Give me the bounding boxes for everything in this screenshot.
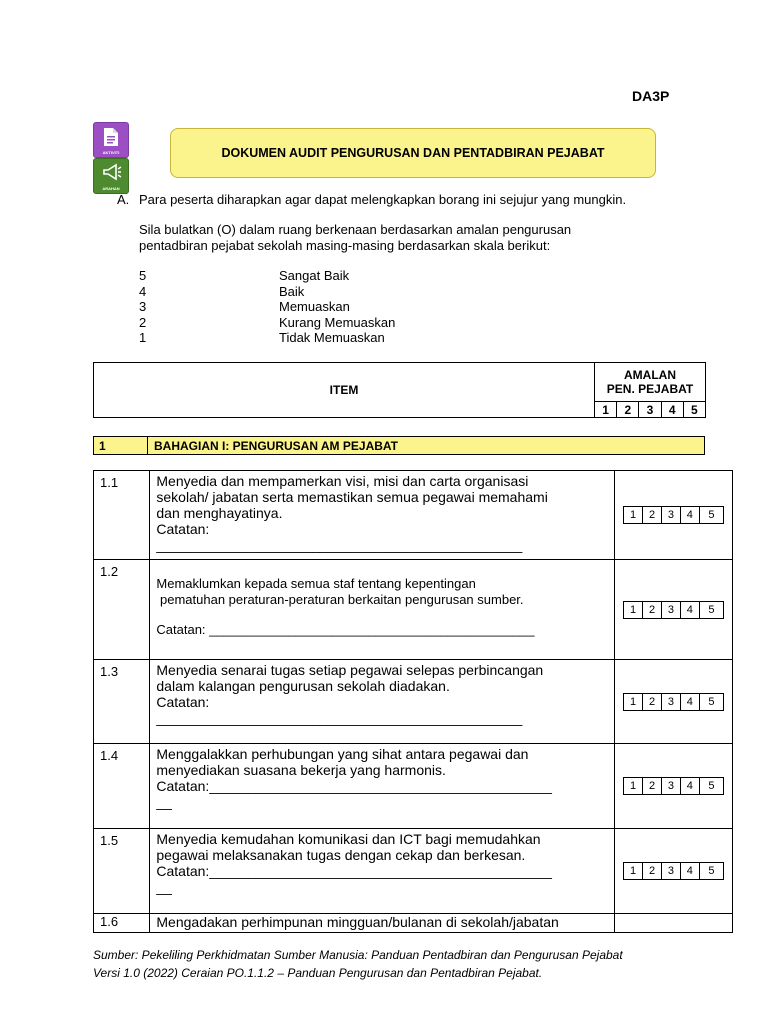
rating-option-3[interactable]: 3	[662, 863, 681, 879]
item-line: Menyedia dan mempamerkan visi, misi dan carta organisasi	[156, 473, 529, 489]
scale-number: 1	[139, 330, 147, 345]
rating-option-3[interactable]: 3	[662, 507, 681, 523]
footer-source-line: Sumber: Pekeliling Perkhidmatan Sumber Manusia: Panduan Pentadbiran dan Pengurusan Pejabat	[93, 948, 623, 962]
megaphone-icon-label: ARAHAN	[102, 186, 120, 191]
rating-header: 1	[595, 402, 617, 418]
item-line: pematuhan peraturan-peraturan berkaitan pengurusan sumber.	[156, 592, 524, 607]
item-line: dan menghayatinya.	[156, 505, 283, 521]
item-line: pegawai melaksanakan tugas dengan cekap dan berkesan.	[156, 847, 526, 863]
scale-description: Kurang Memuaskan	[279, 315, 396, 330]
instruction-line: Para peserta diharapkan agar dapat melengkapkan borang ini sejujur yang mungkin.	[139, 192, 627, 207]
instruction-letter: A.	[117, 192, 130, 207]
rating-option-4[interactable]: 4	[681, 602, 700, 618]
rating-option-3[interactable]: 3	[662, 602, 681, 618]
item-line: Catatan:	[156, 521, 210, 537]
rating-header: 5	[683, 402, 705, 418]
rating-option-3[interactable]: 3	[662, 778, 681, 794]
item-line: Catatan:	[156, 694, 210, 710]
item-number: 1.6	[94, 914, 150, 933]
rating-header: 3	[639, 402, 661, 418]
notes-line[interactable]: Catatan:____________________________________________	[156, 863, 552, 879]
notes-line[interactable]: _______________________________________________	[156, 537, 523, 553]
table-row	[94, 560, 733, 660]
rating-option-2[interactable]: 2	[643, 507, 662, 523]
scale-number: 3	[139, 299, 147, 314]
rating-option-5[interactable]: 5	[708, 865, 715, 877]
rating-option-2[interactable]: 2	[643, 863, 662, 879]
item-text	[150, 660, 615, 744]
item-line: Memaklumkan kepada semua staf tentang kepentingan	[156, 576, 476, 591]
notes-line[interactable]: Catatan:____________________________________________	[156, 778, 552, 794]
item-number: 1.3	[94, 660, 150, 744]
rating-option-3[interactable]: 3	[662, 694, 681, 710]
notes-line[interactable]: Catatan: _____________________________________________	[156, 622, 535, 637]
header-table	[93, 362, 706, 418]
item-number: 1.1	[94, 471, 150, 560]
item-line: Menyedia kemudahan komunikasi dan ICT bagi memudahkan	[156, 831, 541, 847]
rating-cell	[615, 560, 733, 660]
item-line: Menggalakkan perhubungan yang sihat antara pegawai dan	[156, 746, 529, 762]
rating-option-4[interactable]: 4	[681, 863, 700, 879]
footer-source-line: Versi 1.0 (2022) Ceraian PO.1.1.2 – Panduan Pengurusan dan Pentadbiran Pejabat.	[93, 966, 543, 980]
table-row	[94, 914, 733, 933]
rating-option-1[interactable]: 1	[624, 507, 643, 523]
rating-cell	[615, 829, 733, 914]
megaphone-icon	[93, 158, 129, 194]
scale-description: Memuaskan	[279, 299, 350, 314]
item-text	[150, 914, 615, 933]
rating-cell	[615, 744, 733, 829]
instruction-paragraph-line: Sila bulatkan (O) dalam ruang berkenaan berdasarkan amalan pengurusan	[139, 222, 572, 237]
rating-option-2[interactable]: 2	[643, 694, 662, 710]
activity-icon	[93, 122, 129, 158]
rating-option-2[interactable]: 2	[643, 778, 662, 794]
rating-option-5[interactable]: 5	[708, 509, 715, 521]
instruction-paragraph-line: pentadbiran pejabat sekolah masing-masing berdasarkan skala berikut:	[139, 238, 551, 253]
rating-option-1[interactable]: 1	[624, 863, 643, 879]
document-code: DA3P	[632, 88, 670, 104]
section-number: 1	[99, 439, 106, 453]
activity-icon-label: AKTIVITI	[102, 150, 120, 155]
rating-option-5[interactable]: 5	[708, 695, 715, 708]
rating-cell	[615, 914, 733, 933]
rating-scale	[623, 862, 724, 880]
rating-scale	[623, 693, 724, 711]
rating-option-1[interactable]: 1	[624, 694, 643, 710]
rating-scale	[623, 506, 724, 524]
items-table	[93, 470, 733, 933]
amalan-header-line: AMALAN	[624, 368, 676, 382]
rating-scale	[623, 601, 724, 619]
item-line: sekolah/ jabatan serta memastikan semua pegawai memahami	[156, 489, 548, 505]
amalan-header-line: PEN. PEJABAT	[606, 382, 694, 396]
table-row	[94, 744, 733, 829]
item-line: Mengadakan perhimpunan mingguan/bulanan di sekolah/jabatan	[156, 914, 559, 930]
item-number: 1.5	[94, 829, 150, 914]
item-text	[150, 744, 615, 829]
scale-number: 2	[139, 315, 147, 330]
item-number: 1.4	[94, 744, 150, 829]
item-text	[150, 560, 615, 660]
rating-cell	[615, 471, 733, 560]
scale-description: Sangat Baik	[279, 268, 350, 283]
document-glyph	[102, 127, 120, 147]
scale-number: 4	[139, 284, 147, 299]
item-line: Menyedia senarai tugas setiap pegawai selepas perbincangan	[156, 662, 544, 678]
scale-description: Tidak Memuaskan	[279, 330, 385, 345]
rating-scale	[623, 777, 724, 795]
rating-option-2[interactable]: 2	[643, 602, 662, 618]
section-title: BAHAGIAN I: PENGURUSAN AM PEJABAT	[154, 439, 399, 453]
item-text	[150, 829, 615, 914]
item-text	[150, 471, 615, 560]
rating-cell	[615, 660, 733, 744]
item-number: 1.2	[94, 560, 150, 660]
rating-header: 4	[661, 402, 683, 418]
scale-number: 5	[139, 268, 147, 283]
item-header: ITEM	[94, 363, 595, 418]
rating-option-5[interactable]: 5	[708, 780, 715, 792]
instruction-paragraph	[139, 222, 639, 254]
notes-line-end: __	[156, 879, 172, 895]
table-row	[94, 660, 733, 744]
document-title: DOKUMEN AUDIT PENGURUSAN DAN PENTADBIRAN PEJABAT	[170, 128, 656, 178]
table-row	[94, 471, 733, 560]
item-line: dalam kalangan pengurusan sekolah diadakan.	[156, 678, 450, 694]
rating-option-4[interactable]: 4	[681, 694, 700, 710]
rating-option-1[interactable]: 1	[624, 778, 643, 794]
table-row	[94, 829, 733, 914]
rating-option-5[interactable]: 5	[708, 603, 715, 616]
notes-line[interactable]: _______________________________________________	[156, 710, 523, 726]
rating-option-1[interactable]: 1	[624, 602, 643, 618]
megaphone-glyph	[102, 163, 122, 181]
item-line: menyediakan suasana bekerja yang harmonis.	[156, 762, 446, 778]
scale-description: Baik	[279, 284, 305, 299]
section-header	[93, 436, 705, 455]
rating-option-4[interactable]: 4	[681, 507, 700, 523]
amalan-header	[595, 363, 706, 402]
rating-option-4[interactable]: 4	[681, 778, 700, 794]
rating-header: 2	[617, 402, 639, 418]
notes-line-end: __	[156, 794, 172, 810]
